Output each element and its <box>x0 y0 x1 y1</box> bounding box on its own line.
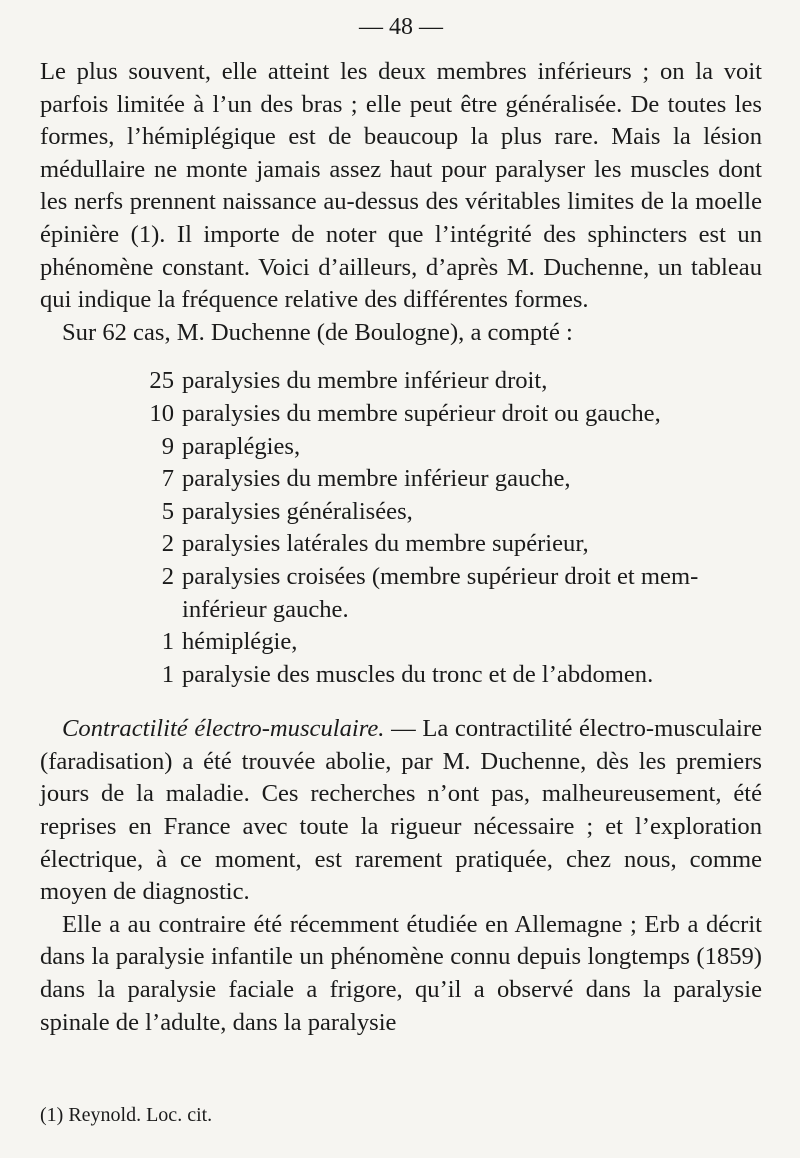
case-description: paralysies du membre inférieur droit, <box>182 367 548 395</box>
case-description: paralysies du membre inférieur gauche, <box>182 465 571 493</box>
case-count: 7 <box>161 465 174 493</box>
case-count: 2 <box>161 562 174 590</box>
section-body: — La contractilité électro-musculaire (faradisation) a été trouvée abolie, par M. Duchenne, dès les premiers jours de la maladie. Ces recherches n’ont pas, malheureusement, été reprises en France avec toute la rigueur nécessaire ; et l’exploration électrique, à ce moment, est rarement pratiquée, chez nous, comme moyen de diagnostic. <box>40 715 762 906</box>
case-count: 10 <box>149 399 174 427</box>
case-count: 2 <box>161 530 174 558</box>
list-item <box>140 528 762 561</box>
footnote: (1) Reynold. Loc. cit. <box>40 1104 213 1126</box>
case-count: 1 <box>161 628 174 656</box>
case-description: paralysies généralisées, <box>182 497 413 525</box>
case-description: paralysies latérales du membre supérieur, <box>182 530 589 558</box>
case-description: paralysies du membre supérieur droit ou gauche, <box>182 399 661 427</box>
case-count: 5 <box>161 497 174 525</box>
paragraph-electro-contractility <box>40 713 762 909</box>
case-count: 25 <box>149 367 174 395</box>
list-item <box>140 496 762 529</box>
case-count: 9 <box>161 432 174 460</box>
page-number: — 48 — <box>359 14 443 40</box>
section-lead: Contractilité électro-musculaire. <box>62 715 385 743</box>
paragraph-case-count-intro: Sur 62 cas, M. Duchenne (de Boulogne), a compté : <box>62 318 573 346</box>
paragraph-forms: Le plus souvent, elle atteint les deux membres inférieurs ; on la voit parfois limitée à l’un des bras ; elle peut être généralisée. De toutes les formes, l’hémiplégique est de beaucoup la plus rare. Mais la lésion médullaire ne monte jamais assez haut pour paralyser les muscles dont les nerfs prennent naissance au-dessus des véritables limites de la moelle épinière (1). Il importe de noter que l’intégrité des sphincters est un phénomène constant. Voici d’ailleurs, d’après M. Duchenne, un tableau qui indique la fréquence relative des différentes formes. <box>40 58 762 314</box>
case-description: paralysie des muscles du tronc et de l’abdomen. <box>182 660 654 688</box>
case-list <box>40 365 762 691</box>
list-item <box>140 463 762 496</box>
case-description: paralysies croisées (membre supérieur droit et mem-inférieur gauche. <box>182 562 699 623</box>
case-count: 1 <box>161 660 174 688</box>
list-item <box>140 659 762 692</box>
list-item <box>140 398 762 431</box>
list-item <box>140 365 762 398</box>
paragraph-germany-study: Elle a au contraire été récemment étudiée en Allemagne ; Erb a décrit dans la paralysie infantile un phénomène connu depuis longtemps (1859) dans la paralysie faciale a frigore, qu’il a observé dans la paralysie spinale de l’adulte, dans la paralysie <box>40 910 762 1036</box>
case-description: paraplégies, <box>182 432 301 460</box>
list-item <box>140 626 762 659</box>
list-item <box>140 561 762 626</box>
list-item <box>140 431 762 464</box>
case-description: hémiplégie, <box>182 628 298 656</box>
